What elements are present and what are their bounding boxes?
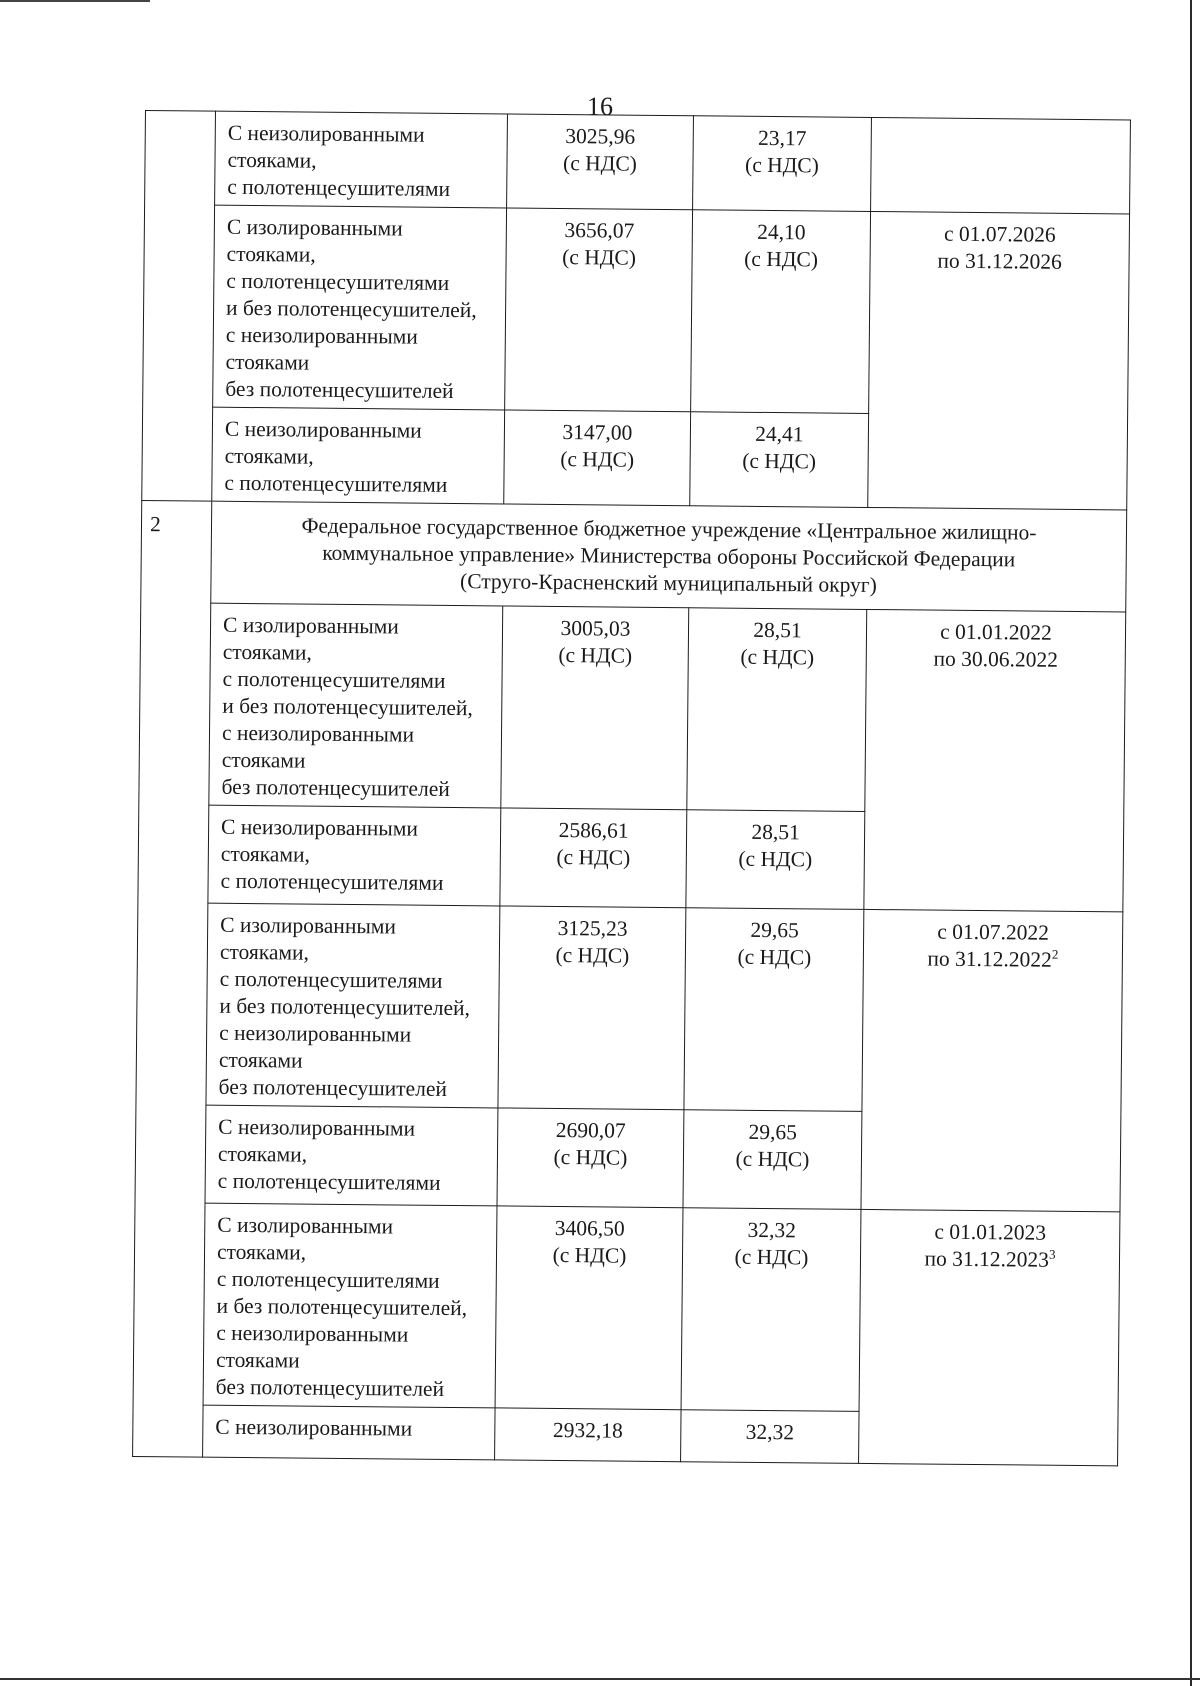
period-cell: с 01.01.2023 по 31.12.2023$^3$ [859, 1209, 1120, 1465]
price-cell: 3147,00 (с НДС) [504, 410, 691, 506]
rate-cell: 28,51 (с НДС) [686, 810, 865, 910]
rate-cell: 29,65 (с НДС) [683, 1110, 862, 1210]
price-cell: 2932,18 [495, 1408, 681, 1462]
footnote-mark: 3 [1048, 1246, 1056, 1262]
description-cell: С неизолированными стояками, с полотенцесушителями [208, 805, 501, 906]
price-cell: 3406,50 (с НДС) [495, 1206, 683, 1410]
period-cell: с 01.01.2022 по 30.06.2022 [864, 609, 1126, 911]
rate-cell: 28,51 (с НДС) [687, 608, 867, 812]
table-row [139, 602, 1126, 813]
rate-cell: 23,17 (с НДС) [693, 116, 872, 212]
table-row [145, 111, 1131, 214]
description-cell: С неизолированными стояками, с полотенцесушителями [215, 111, 508, 208]
period-cell: с 01.07.2022 по 31.12.2022$^2$ [861, 909, 1123, 1211]
description-cell: С неизолированными стояками, с полотенцесушителями [212, 407, 505, 504]
price-cell: 2690,07 (с НДС) [497, 1108, 684, 1208]
rate-cell: 29,65 (с НДС) [684, 908, 864, 1112]
rate-cell: 24,10 (с НДС) [691, 210, 871, 414]
price-cell: 3656,07 (с НДС) [505, 208, 693, 412]
period-cell-empty [871, 117, 1131, 213]
rate-cell: 32,32 [681, 1410, 859, 1464]
rate-cell: 32,32 (с НДС) [681, 1208, 861, 1412]
table-row [136, 902, 1123, 1113]
description-cell: С изолированными стояками, с полотенцесушителями и без полотенцесушителей, с неизолированными стояками без полотенцесушителей [206, 903, 500, 1108]
organization-name: Федеральное государственное бюджетное учреждение «Центральное жилищно- коммунальное управление» Министерства обороны Российской Федерации (Струго-Красненский муниципальный округ) [211, 501, 1127, 612]
description-cell: С неизолированными [203, 1405, 495, 1460]
description-cell: С изолированными стояками, с полотенцесушителями и без полотенцесушителей, с неизолированными стояками без полотенцесушителей [209, 603, 503, 808]
price-cell: 3025,96 (с НДС) [507, 114, 694, 210]
table-row [133, 1202, 1120, 1413]
footnote-mark: 2 [1051, 946, 1059, 962]
rate-cell: 24,41 (с НДС) [690, 412, 869, 508]
price-cell: 3005,03 (с НДС) [501, 606, 689, 810]
period-cell: с 01.07.2026 по 31.12.2026 [868, 211, 1130, 509]
table-row [143, 205, 1130, 416]
organization-row [141, 500, 1127, 611]
scan-edge-bottom [0, 1678, 1200, 1680]
tariff-table-wrapper [132, 110, 1130, 1466]
description-cell: С изолированными стояками, с полотенцесушителями и без полотенцесушителей, с неизолированными стояками без полотенцесушителей [203, 1203, 497, 1408]
description-cell: С неизолированными стояками, с полотенцесушителями [205, 1105, 498, 1206]
price-cell: 2586,61 (с НДС) [500, 808, 687, 908]
tariff-table [132, 110, 1131, 1466]
page-number: 16 [587, 92, 613, 121]
scan-edge-top [0, 0, 150, 2]
index-cell-empty [142, 111, 216, 502]
price-cell: 3125,23 (с НДС) [498, 906, 686, 1110]
row-index: 2 [133, 500, 212, 1457]
description-cell: С изолированными стояками, с полотенцесушителями и без полотенцесушителей, с неизолированными стояками без полотенцесушителей [213, 205, 507, 410]
scan-edge-right [1190, 0, 1192, 1686]
